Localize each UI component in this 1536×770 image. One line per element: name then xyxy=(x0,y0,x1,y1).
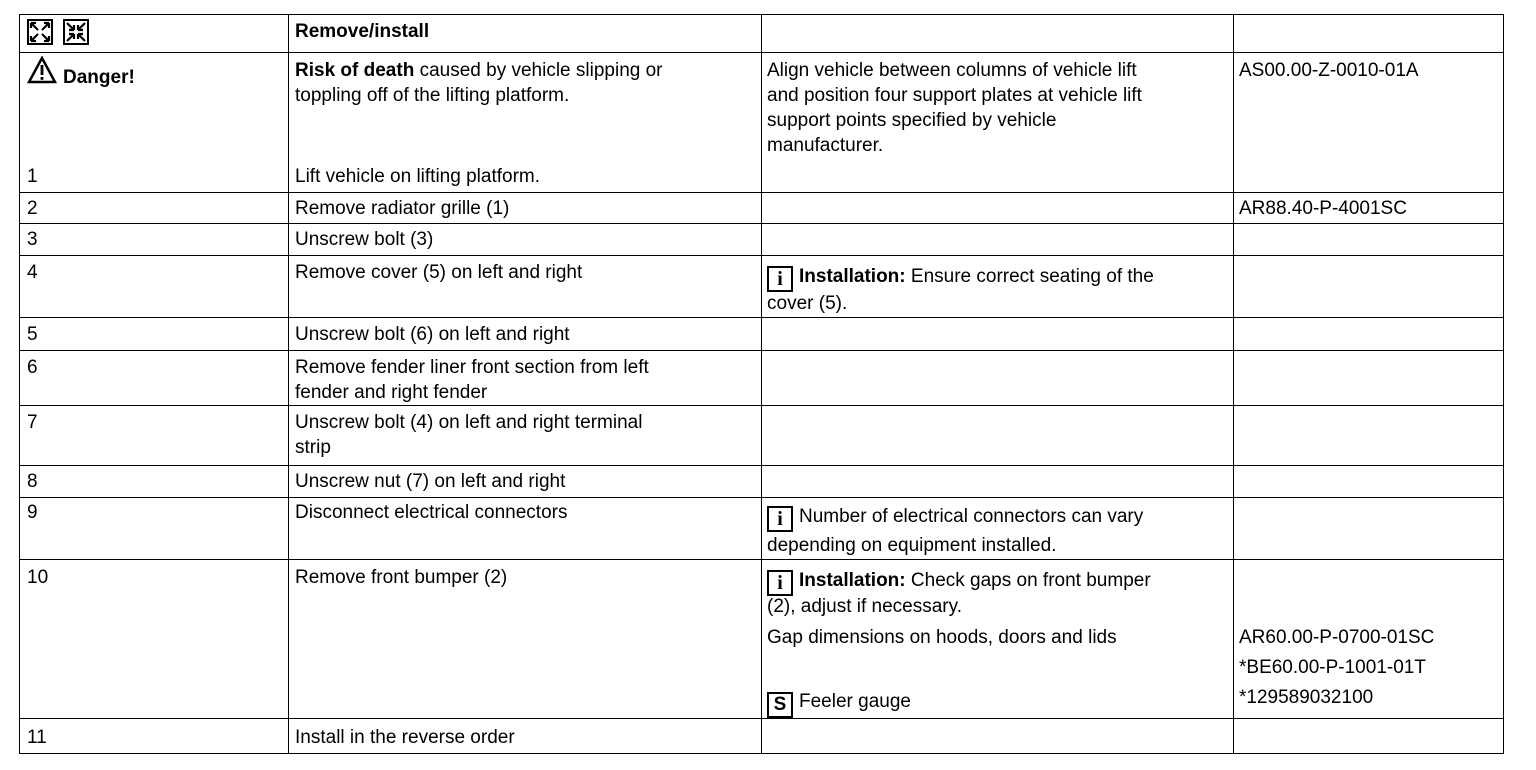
note-text: Ensure correct seating of the xyxy=(905,266,1154,287)
step-number: 11 xyxy=(27,727,47,748)
note-text: (2), adjust if necessary. xyxy=(767,596,963,617)
step-number: 5 xyxy=(27,324,38,345)
danger-note-line: Align vehicle between columns of vehicle lift xyxy=(767,60,1137,81)
step-text: Unscrew bolt (4) on left and right terminal xyxy=(295,412,643,433)
danger-risk-line xyxy=(295,58,663,83)
installation-label: Installation: xyxy=(799,266,906,287)
note-text: Number of electrical connectors can vary xyxy=(799,506,1144,527)
danger-note-line: and position four support plates at vehicle lift xyxy=(767,85,1142,106)
danger-risk-line2: toppling off of the lifting platform. xyxy=(295,85,570,106)
warning-triangle-icon xyxy=(27,56,57,84)
reference-link[interactable]: *129589032100 xyxy=(1239,687,1374,708)
step-number: 8 xyxy=(27,471,38,492)
step-text: Disconnect electrical connectors xyxy=(295,502,568,523)
danger-label: Danger! xyxy=(63,67,135,88)
grid-line xyxy=(288,14,289,754)
step-number: 10 xyxy=(27,567,49,588)
step-text: Install in the reverse order xyxy=(295,727,515,748)
note-text: depending on equipment installed. xyxy=(767,535,1057,556)
step-number: 1 xyxy=(27,166,38,187)
step-text: Unscrew bolt (6) on left and right xyxy=(295,324,570,345)
info-note xyxy=(767,504,1143,532)
reference-link[interactable]: AR88.40-P-4001SC xyxy=(1239,198,1407,219)
step-number: 7 xyxy=(27,412,38,433)
collapse-icon[interactable] xyxy=(63,19,89,45)
step-text: Unscrew bolt (3) xyxy=(295,229,434,250)
grid-line xyxy=(761,14,762,754)
installation-note xyxy=(767,264,1154,292)
section-title: Remove/install xyxy=(295,21,430,42)
gap-dimensions-text: Gap dimensions on hoods, doors and lids xyxy=(767,627,1117,648)
step-text: Unscrew nut (7) on left and right xyxy=(295,471,566,492)
reference-link[interactable]: AS00.00-Z-0010-01A xyxy=(1239,60,1419,81)
step-number: 6 xyxy=(27,357,38,378)
reference-link[interactable]: AR60.00-P-0700-01SC xyxy=(1239,627,1435,648)
installation-note xyxy=(767,568,1151,596)
danger-note-line: manufacturer. xyxy=(767,135,884,156)
danger-note-line: support points specified by vehicle xyxy=(767,110,1057,131)
risk-bold-text: Risk of death xyxy=(295,60,415,81)
step-number: 9 xyxy=(27,502,38,523)
feeler-gauge-text: Feeler gauge xyxy=(799,691,911,712)
step-text: strip xyxy=(295,437,331,458)
reference-link[interactable]: *BE60.00-P-1001-01T xyxy=(1239,657,1426,678)
info-icon: i xyxy=(767,266,793,292)
step-number: 2 xyxy=(27,198,38,219)
info-icon: i xyxy=(767,570,793,596)
info-icon: i xyxy=(767,506,793,532)
note-text: Check gaps on front bumper xyxy=(905,570,1151,591)
tool-note xyxy=(767,689,911,718)
step-number: 3 xyxy=(27,229,38,250)
step-text: Remove radiator grille (1) xyxy=(295,198,510,219)
grid-line xyxy=(1233,14,1234,754)
installation-label: Installation: xyxy=(799,570,906,591)
step-text: Remove fender liner front section from left xyxy=(295,357,649,378)
step-text: Lift vehicle on lifting platform. xyxy=(295,166,541,187)
step-text: Remove cover (5) on left and right xyxy=(295,262,583,283)
special-tool-icon: S xyxy=(767,692,793,718)
note-text: cover (5). xyxy=(767,293,848,314)
expand-icon[interactable] xyxy=(27,19,53,45)
grid-line xyxy=(19,14,20,754)
risk-text: caused by vehicle slipping or xyxy=(414,60,663,81)
step-text: Remove front bumper (2) xyxy=(295,567,508,588)
grid-line xyxy=(1503,14,1504,754)
step-number: 4 xyxy=(27,262,38,283)
step-text: fender and right fender xyxy=(295,382,488,403)
